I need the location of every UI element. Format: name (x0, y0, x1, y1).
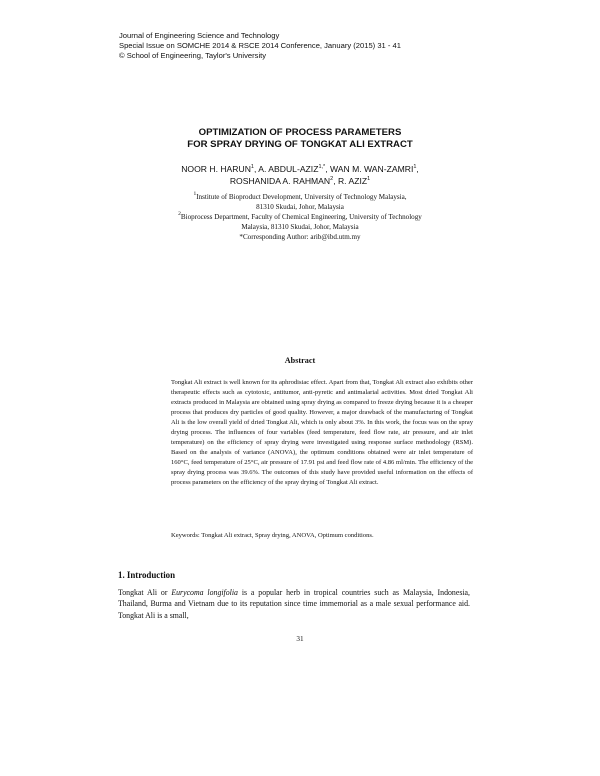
author-list (0, 163, 600, 187)
keywords: Keywords: Tongkat Ali extract, Spray drying, ANOVA, Optimum conditions. (171, 532, 374, 539)
affiliation-2-line-2: Malaysia, 81310 Skudai, Johor, Malaysia (241, 222, 359, 231)
author-name: NOOR H. HARUN (181, 164, 251, 174)
publisher-info: © School of Engineering, Taylor's University (119, 51, 267, 61)
affiliation-marker: 2 (330, 176, 334, 182)
affiliation-marker: 1 (367, 176, 371, 182)
title-line-1: OPTIMIZATION OF PROCESS PARAMETERS (198, 127, 402, 138)
introduction-paragraph: Tongkat Ali or Eurycoma longifolia is a popular herb in tropical countries such as Malaysia, Indonesia, Thailand, Burma and Vietnam due to its reputation since time immemorial as a male sexual performance aid. Tongkat Ali is a small, (118, 588, 470, 620)
author-name: , WAN M. WAN-ZAMRI (325, 164, 414, 174)
affiliation-marker: 1 (413, 164, 417, 170)
abstract-heading: Abstract (284, 356, 316, 365)
species-name: Eurycoma longifolia (171, 588, 238, 597)
title-line-2: FOR SPRAY DRYING OF TONGKAT ALI EXTRACT (187, 139, 413, 150)
affiliation-1-line-2: 81310 Skudai, Johor, Malaysia (256, 202, 344, 211)
paper-title (0, 127, 600, 151)
affiliations (0, 193, 600, 243)
author-line-2 (0, 175, 600, 187)
abstract-text: Tongkat Ali extract is well known for its aphrodisiac effect. Apart from that, Tongkat Ali extract also exhibits other therapeutic effects such as cytotoxic, antitumor, anti-pyretic and antimalarial activities. Most dried Tongkat Ali extracts produced in Malaysia are obtained using spray drying as compared to freeze drying because it is a cheaper process that produces dry particles of good quality. However, a major drawback of the manufacturing of Tongkat Ali is the low overall yield of dried Tongkat Ali, which is only about 3%. In this work, the focus was on the spray drying process. The influences of four variables (feed temperature, feed flow rate, air pressure, and air inlet temperature) on the efficiency of spray drying were investigated using response surface methodology (RSM). Based on the analysis of variance (ANOVA), the optimum conditions obtained were air inlet temperature of 160°C, feed temperature of 25°C, air pressure of 17.91 psi and feed flow rate of 4.86 ml/min. The efficiency of the spray drying process was 39.6%. The outcomes of this study have provided useful information on the effects of process parameters on the efficiency of the spray drying of Tongkat Ali extract. (171, 379, 473, 486)
affiliation-marker: 1 (250, 164, 254, 170)
author-name: , R. AZIZ (333, 176, 368, 186)
issue-info: Special Issue on SOMCHE 2014 & RSCE 2014 Conference, January (2015) 31 - 41 (119, 41, 401, 51)
author-line-1 (0, 163, 600, 175)
affiliation-2-line-1: $^2$Bioprocess Department, Faculty of Chemical Engineering, University of Technology (178, 210, 422, 221)
journal-header (119, 31, 401, 62)
journal-name: Journal of Engineering Science and Technology (119, 31, 280, 40)
affiliation-1-line-1: $^1$Institute of Bioproduct Development, University of Technology Malaysia, (193, 191, 407, 201)
corresponding-marker: * (323, 164, 326, 170)
separator: , (416, 164, 419, 174)
page-number: 31 (296, 635, 304, 643)
affiliation-marker: 1,* (318, 164, 326, 170)
author-name: ROSHANIDA A. RAHMAN (229, 176, 331, 186)
section-heading-introduction: 1. Introduction (118, 570, 176, 580)
corresponding-author: *Corresponding Author: arib@ibd.utm.my (239, 232, 361, 241)
author-name: , A. ABDUL-AZIZ (253, 164, 319, 174)
